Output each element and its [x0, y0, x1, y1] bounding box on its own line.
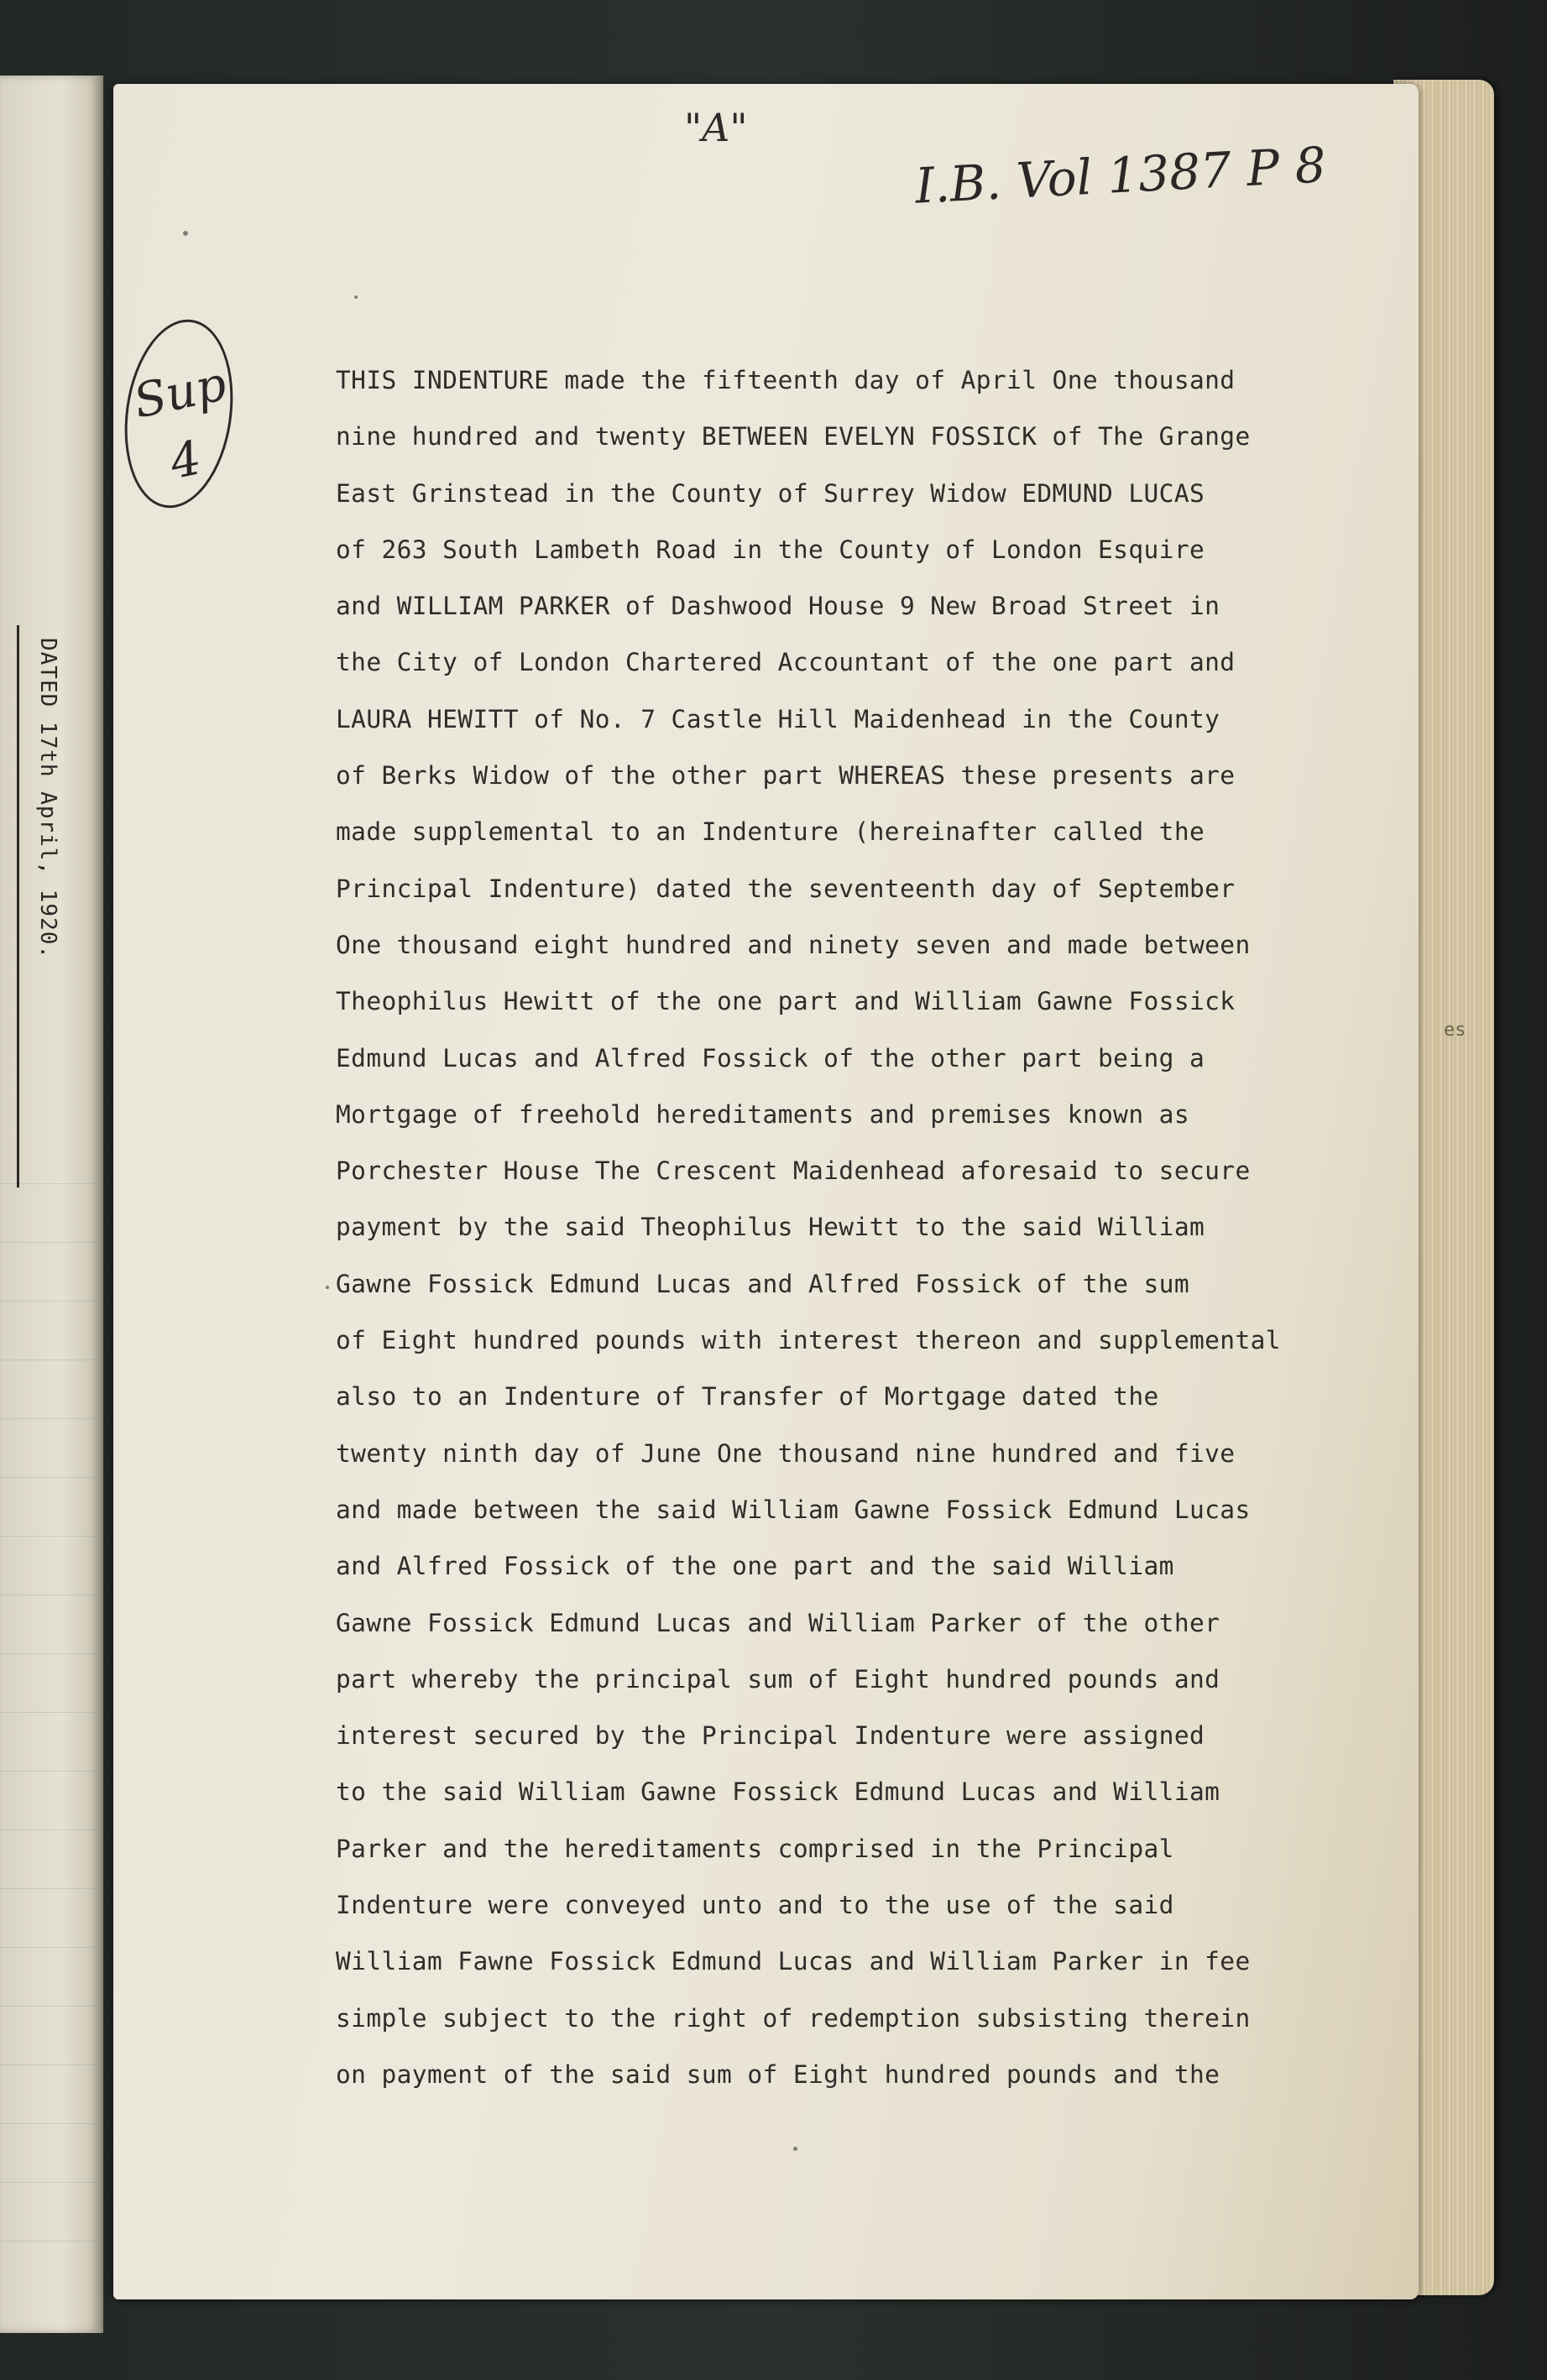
stamp-line-1: Sup — [128, 357, 232, 430]
ruled-line — [0, 2123, 101, 2124]
text-line: THIS INDENTURE made the fifteenth day of April One thousand — [336, 366, 1236, 394]
text-line: Edmund Lucas and Alfred Fossick of the other part being a — [336, 1043, 1205, 1073]
ink-speck — [183, 231, 188, 236]
text-line: One thousand eight hundred and ninety seven and made between — [336, 930, 1251, 959]
ruled-line — [0, 1771, 101, 1772]
edge-text-fragment: es — [1444, 1020, 1466, 1041]
text-line: of Eight hundred pounds with interest thereon and supplemental — [336, 1326, 1281, 1355]
text-line: LAURA HEWITT of No. 7 Castle Hill Maidenhead in the County — [336, 704, 1220, 733]
text-line: East Grinstead in the County of Surrey Widow EDMUND LUCAS — [336, 478, 1205, 508]
text-line: the City of London Chartered Accountant of the one part and — [336, 648, 1236, 677]
text-line: of Berks Widow of the other part WHEREAS these presents are — [336, 761, 1236, 791]
text-line: also to an Indenture of Transfer of Mortgage dated the — [336, 1382, 1159, 1412]
ruled-line — [0, 1888, 101, 1889]
ruled-line — [0, 1594, 101, 1595]
ruled-line — [0, 1947, 101, 1948]
page-letter-heading: "A" — [684, 105, 748, 150]
ruled-line — [0, 1536, 101, 1537]
ruled-line — [0, 1712, 101, 1713]
text-line: and WILLIAM PARKER of Dashwood House 9 New Broad Street in — [336, 592, 1220, 621]
ruled-line — [0, 1418, 101, 1419]
text-line: payment by the said Theophilus Hewitt to the said William — [336, 1213, 1205, 1242]
ink-speck — [793, 2147, 797, 2151]
ruled-line — [0, 1301, 101, 1302]
text-line: Theophilus Hewitt of the one part and William Gawne Fossick — [336, 987, 1236, 1016]
stamp-line-2: 4 — [165, 431, 206, 491]
text-line: Principal Indenture) dated the seventeenth day of September — [336, 874, 1236, 903]
text-line: nine hundred and twenty BETWEEN EVELYN FOSSICK of The Grange — [336, 422, 1251, 451]
text-line: and Alfred Fossick of the one part and the said William — [336, 1552, 1174, 1581]
ink-speck — [326, 1286, 329, 1289]
text-line: twenty ninth day of June One thousand nine hundred and five — [336, 1438, 1236, 1468]
text-line: Mortgage of freehold hereditaments and premises known as — [336, 1099, 1189, 1129]
text-line: to the said William Gawne Fossick Edmund Lucas and William — [336, 1777, 1220, 1807]
text-line: William Fawne Fossick Edmund Lucas and William Parker in fee — [336, 1947, 1251, 1976]
handwritten-reference: I.B. Vol 1387 P 8 — [913, 136, 1328, 215]
text-line: Porchester House The Crescent Maidenhead aforesaid to secure — [336, 1156, 1251, 1186]
endorsement-rule — [12, 625, 19, 1187]
left-facing-page — [0, 76, 103, 2333]
text-line: Gawne Fossick Edmund Lucas and William Parker of the other — [336, 1608, 1220, 1637]
ink-speck — [354, 295, 358, 299]
ruled-line — [0, 2064, 101, 2065]
ruled-line — [0, 2241, 101, 2242]
text-line: part whereby the principal sum of Eight hundred pounds and — [336, 1664, 1220, 1694]
text-line: made supplemental to an Indenture (hereinafter called the — [336, 817, 1205, 847]
ruled-line — [0, 1653, 101, 1654]
text-line: on payment of the said sum of Eight hundred pounds and the — [336, 2059, 1220, 2089]
text-line: Indenture were conveyed unto and to the use of the said — [336, 1891, 1174, 1920]
ruled-line — [0, 1242, 101, 1243]
text-line: interest secured by the Principal Indenture were assigned — [336, 1721, 1205, 1751]
ruled-line — [0, 2182, 101, 2183]
text-line: Gawne Fossick Edmund Lucas and Alfred Fossick of the sum — [336, 1269, 1189, 1298]
indenture-body — [336, 352, 1377, 2103]
ruled-line — [0, 1829, 101, 1830]
text-line: simple subject to the right of redemption subsisting therein — [336, 2003, 1251, 2033]
text-line: and made between the said William Gawne Fossick Edmund Lucas — [336, 1495, 1251, 1524]
ruled-line — [0, 1477, 101, 1478]
dated-endorsement: DATED 17th April, 1920. — [35, 638, 60, 960]
text-line: of 263 South Lambeth Road in the County of London Esquire — [336, 535, 1205, 564]
text-line: Parker and the hereditaments comprised in the Principal — [336, 1834, 1174, 1863]
ruled-line — [0, 2006, 101, 2007]
